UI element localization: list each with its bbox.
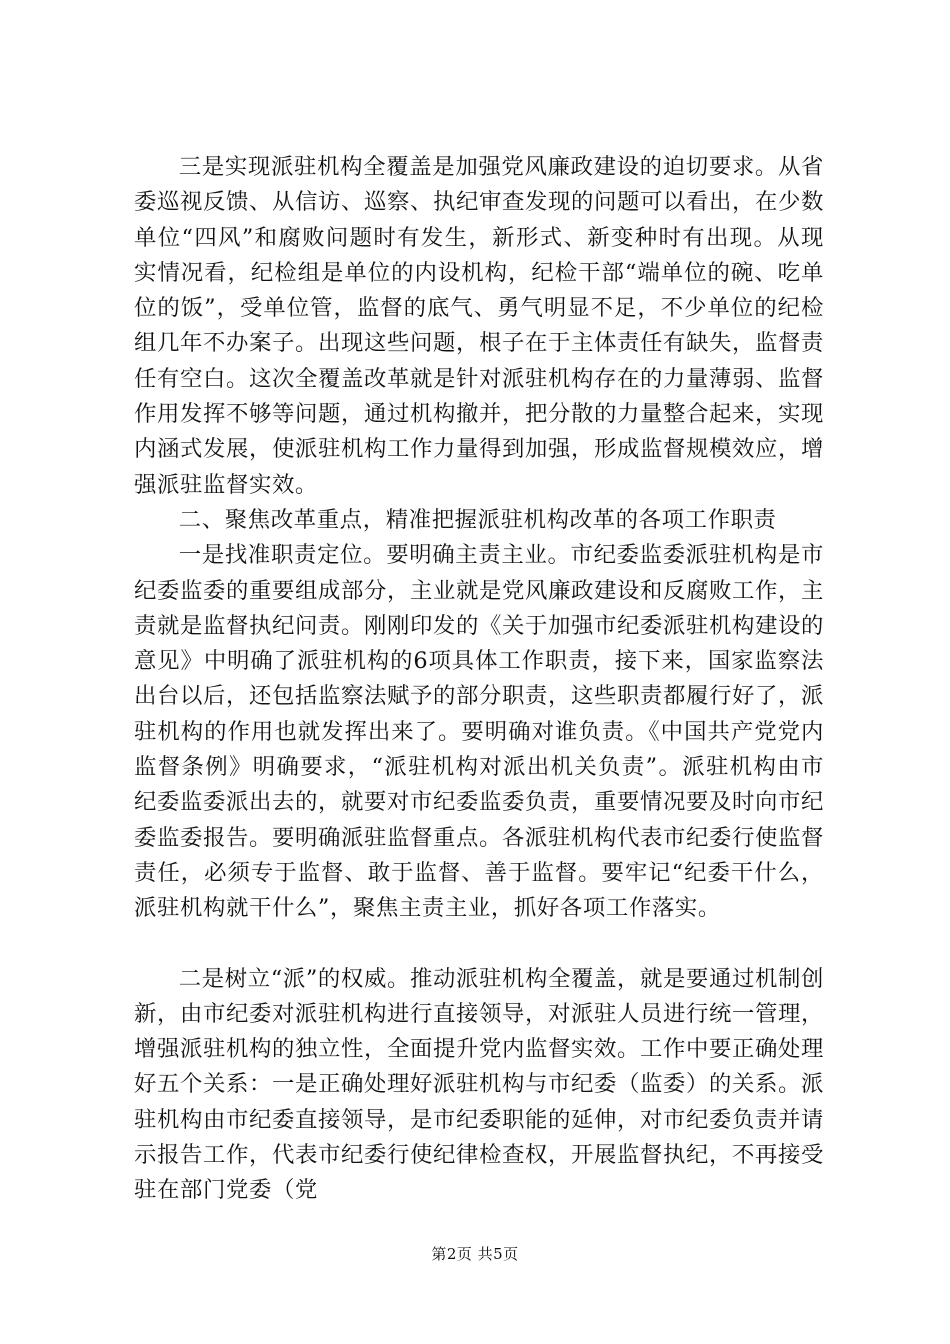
document-body	[134, 150, 824, 1209]
section-heading-reform-focus: 二、聚焦改革重点，精准把握派驻机构改革的各项工作职责	[178, 506, 777, 533]
paragraph-duty-positioning: 一是找准职责定位。要明确主责主业。市纪委监委派驻机构是市纪委监委的重要组成部分，主业就是党风廉政建设和反腐败工作，主责就是监督执纪问责。刚刚印发的《关于加强市纪委派驻机构建设的意见》中明确了派驻机构的6项具体工作职责，接下来，国家监察法出台以后，还包括监察法赋予的部分职责，这些职责都履行好了，派驻机构的作用也就发挥出来了。要明确对谁负责。《中国共产党党内监督条例》明确要求，“派驻机构对派出机关负责”。派驻机构由市纪委监委派出去的，就要对市纪委监委负责，重要情况要及时向市纪委监委报告。要明确派驻监督重点。各派驻机构代表市纪委行使监督责任，必须专于监督、敢于监督、善于监督。要牢记“纪委干什么，派驻机构就干什么”，聚焦主责主业，抓好各项工作落实。	[134, 542, 824, 922]
paragraph-authority: 二是树立“派”的权威。推动派驻机构全覆盖，就是要通过机制创新，由市纪委对派驻机构进行直接领导，对派驻人员进行统一管理，增强派驻机构的独立性，全面提升党内监督实效。工作中要正确处理好五个关系：一是正确处理好派驻机构与市纪委（监委）的关系。派驻机构由市纪委直接领导，是市纪委职能的延伸，对市纪委负责并请示报告工作，代表市纪委行使纪律检查权，开展监督执纪，不再接受驻在部门党委（党	[134, 965, 824, 1204]
paragraph-coverage-requirement: 三是实现派驻机构全覆盖是加强党风廉政建设的迫切要求。从省委巡视反馈、从信访、巡察、执纪审查发现的问题可以看出，在少数单位“四风”和腐败问题时有发生，新形式、新变种时有出现。从现实情况看，纪检组是单位的内设机构，纪检干部“端单位的碗、吃单位的饭”，受单位管，监督的底气、勇气明显不足，不少单位的纪检组几年不办案子。出现这些问题，根子在于主体责任有缺失，监督责任有空白。这次全覆盖改革就是针对派驻机构存在的力量薄弱、监督作用发挥不够等问题，通过机构撤并，把分散的力量整合起来，实现内涵式发展，使派驻机构工作力量得到加强，形成监督规模效应，增强派驻监督实效。	[134, 154, 824, 498]
page-number-footer: 第2页 共5页	[431, 1245, 519, 1263]
